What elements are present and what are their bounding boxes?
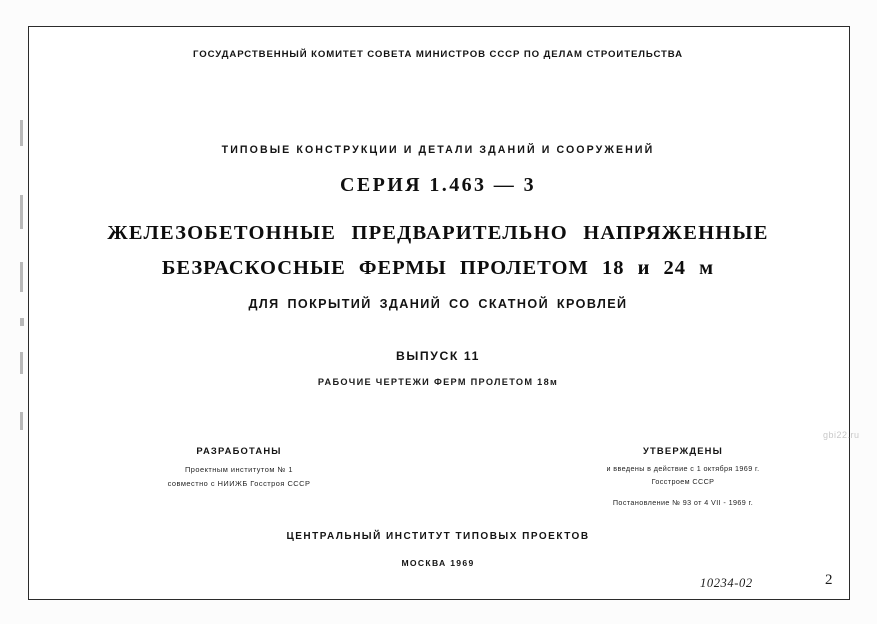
publisher-institute: ЦЕНТРАЛЬНЫЙ ИНСТИТУТ ТИПОВЫХ ПРОЕКТОВ: [286, 531, 590, 542]
developed-by-line-2: совместно с НИИЖБ Госстроя СССР: [167, 479, 311, 488]
scan-artifact: [20, 318, 24, 326]
scan-artifact: [20, 262, 23, 292]
scan-artifact: [20, 120, 23, 146]
approved-by-heading: УТВЕРЖДЕНЫ: [642, 445, 724, 456]
scan-artifact: [20, 195, 23, 229]
watermark: gbi22.ru: [823, 430, 860, 440]
developed-by-heading: РАЗРАБОТАНЫ: [196, 445, 282, 456]
city-year: МОСКВА 1969: [401, 558, 475, 568]
scan-artifact: [20, 412, 23, 430]
ministry-header: ГОСУДАРСТВЕННЫЙ КОМИТЕТ СОВЕТА МИНИСТРОВ СССР ПО ДЕЛАМ СТРОИТЕЛЬСТВА: [193, 49, 683, 60]
document-title-line-2: БЕЗРАСКОСНЫЕ ФЕРМЫ ПРОЛЕТОМ 18 и 24 м: [161, 257, 715, 279]
approved-by-block: [558, 445, 808, 511]
document-subtitle: ДЛЯ ПОКРЫТИЙ ЗДАНИЙ СО СКАТНОЙ КРОВЛЕЙ: [248, 297, 628, 311]
document-content: [28, 26, 848, 598]
approved-by-line-2: Госстроем СССР: [651, 477, 715, 486]
series-number: СЕРИЯ 1.463 — 3: [340, 174, 536, 196]
document-title-line-1: ЖЕЛЕЗОБЕТОННЫЕ ПРЕДВАРИТЕЛЬНО НАПРЯЖЕННЫЕ: [107, 222, 769, 244]
developed-by-block: [124, 445, 354, 493]
issue-description: РАБОЧИЕ ЧЕРТЕЖИ ФЕРМ ПРОЛЕТОМ 18м: [317, 377, 559, 387]
page-number: 2: [825, 572, 833, 588]
issue-label: ВЫПУСК 11: [396, 349, 480, 363]
developed-by-line-1: Проектным институтом № 1: [184, 465, 294, 474]
scan-artifact: [20, 352, 23, 374]
approved-by-line-1: и введены в действие с 1 октября 1969 г.: [606, 464, 760, 473]
catalog-code: 10234-02: [700, 576, 753, 590]
series-kicker: ТИПОВЫЕ КОНСТРУКЦИИ И ДЕТАЛИ ЗДАНИЙ И СООРУЖЕНИЙ: [221, 144, 655, 156]
approved-by-resolution: Постановление № 93 от 4 VII - 1969 г.: [612, 498, 754, 507]
